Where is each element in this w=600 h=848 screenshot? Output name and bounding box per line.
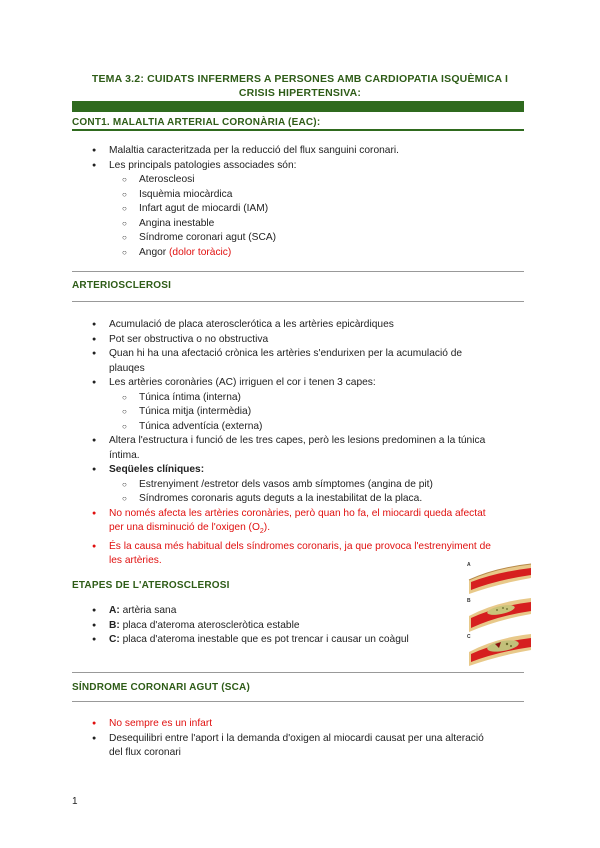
list-item-red: ● És la causa més habitual dels síndromes coronaris, ja que provoca l'estrenyiment de les artèries. bbox=[92, 540, 532, 569]
angor-note: (dolor toràcic) bbox=[169, 246, 232, 258]
sub-list-item-angor bbox=[122, 246, 532, 261]
list-item: ● Acumulació de placa aterosclerótica a les artèries epicàrdiques bbox=[92, 318, 532, 333]
list-item: ● B: placa d'ateroma ateroscleròtica estable bbox=[92, 619, 452, 634]
sub-list-item: ○ Angina inestable bbox=[122, 217, 532, 232]
list-item: ● Desequilibri entre l'aport i la demanda d'oxigen al miocardi causat per una alteració del flux coronari bbox=[92, 732, 532, 761]
list-item: ● Quan hi ha una afectació crònica les artèries s'endurixen per la acumulació de plauqes bbox=[92, 347, 532, 376]
section1-heading: CONT1. MALALTIA ARTERIAL CORONÀRIA (EAC): bbox=[72, 117, 321, 128]
list-item: ● Les artèries coronàries (AC) irriguen el cor i tenen 3 capes: bbox=[92, 376, 532, 391]
artery-stage-a bbox=[469, 564, 531, 594]
stage-label-b: B bbox=[467, 598, 471, 604]
artery-stage-c bbox=[469, 634, 531, 666]
sub-list-item: ○ Infart agut de miocardi (IAM) bbox=[122, 202, 532, 217]
list-item: ● Malaltia caracteritzada per la reducció del flux sanguini coronari. bbox=[92, 144, 532, 159]
stage-label-c: C bbox=[467, 634, 471, 640]
section4-list bbox=[92, 717, 532, 761]
divider bbox=[72, 672, 524, 673]
artery-stage-b bbox=[469, 598, 531, 632]
section2-heading: ARTERIOSCLEROSI bbox=[72, 280, 172, 291]
title-line-1: TEMA 3.2: CUIDATS INFERMERS A PERSONES AMB CARDIOPATIA ISQUÈMICA I bbox=[91, 73, 509, 85]
sub-list-item: ○ Isquèmia miocàrdica bbox=[122, 188, 532, 203]
section4-heading: SÍNDROME CORONARI AGUT (SCA) bbox=[72, 682, 251, 693]
stage-label-a: A bbox=[467, 562, 471, 568]
section2-list bbox=[92, 318, 532, 569]
sub-list-item: ○ Túnica adventícia (externa) bbox=[122, 420, 532, 435]
list-item-red: ● No sempre es un infart bbox=[92, 717, 532, 732]
list-item: ● A: artèria sana bbox=[92, 604, 452, 619]
list-item: ● Pot ser obstructiva o no obstructiva bbox=[92, 333, 532, 348]
section-divider-bar bbox=[72, 101, 524, 112]
title-line-2: CRISIS HIPERTENSIVA: bbox=[238, 87, 362, 99]
section3-list bbox=[92, 604, 452, 648]
angor-label: Angor bbox=[139, 246, 170, 258]
section3-heading: ETAPES DE L'ATEROSCLEROSI bbox=[72, 580, 230, 591]
list-item: ● Altera l'estructura i funció de les tres capes, però les lesions predominen a la túnica íntima. bbox=[92, 434, 532, 463]
divider bbox=[72, 271, 524, 272]
sub-list-item: ○ Túnica mitja (intermèdia) bbox=[122, 405, 532, 420]
artery-stages-illustration bbox=[465, 560, 533, 668]
sub-list-item: ○ Síndrome coronari agut (SCA) bbox=[122, 231, 532, 246]
list-item-sequeles: ● Seqüeles clíniques: bbox=[92, 463, 532, 478]
sub-list-item: ○ Ateroscleosi bbox=[122, 173, 532, 188]
sub-list-item: ○ Túnica íntima (interna) bbox=[122, 391, 532, 406]
sub-list-item: ○ Estrenyiment /estretor dels vasos amb símptomes (angina de pit) bbox=[122, 478, 532, 493]
section1-underline bbox=[72, 129, 524, 131]
list-item-red: ● No només afecta les artèries coronàries, però quan ho fa, el miocardi queda afectat per una disminució de l'oxigen $(O_2)$. bbox=[92, 507, 532, 540]
page-number: 1 bbox=[72, 796, 78, 807]
list-item: ● C: placa d'ateroma inestable que es pot trencar i causar un coàgul bbox=[92, 633, 452, 648]
document-title bbox=[60, 72, 540, 100]
list-item: ● Les principals patologies associades són: bbox=[92, 159, 532, 174]
section1-list bbox=[92, 144, 532, 260]
divider bbox=[72, 701, 524, 702]
sub-list-item: ○ Síndromes coronaris aguts deguts a la inestabilitat de la placa. bbox=[122, 492, 532, 507]
divider bbox=[72, 301, 524, 302]
